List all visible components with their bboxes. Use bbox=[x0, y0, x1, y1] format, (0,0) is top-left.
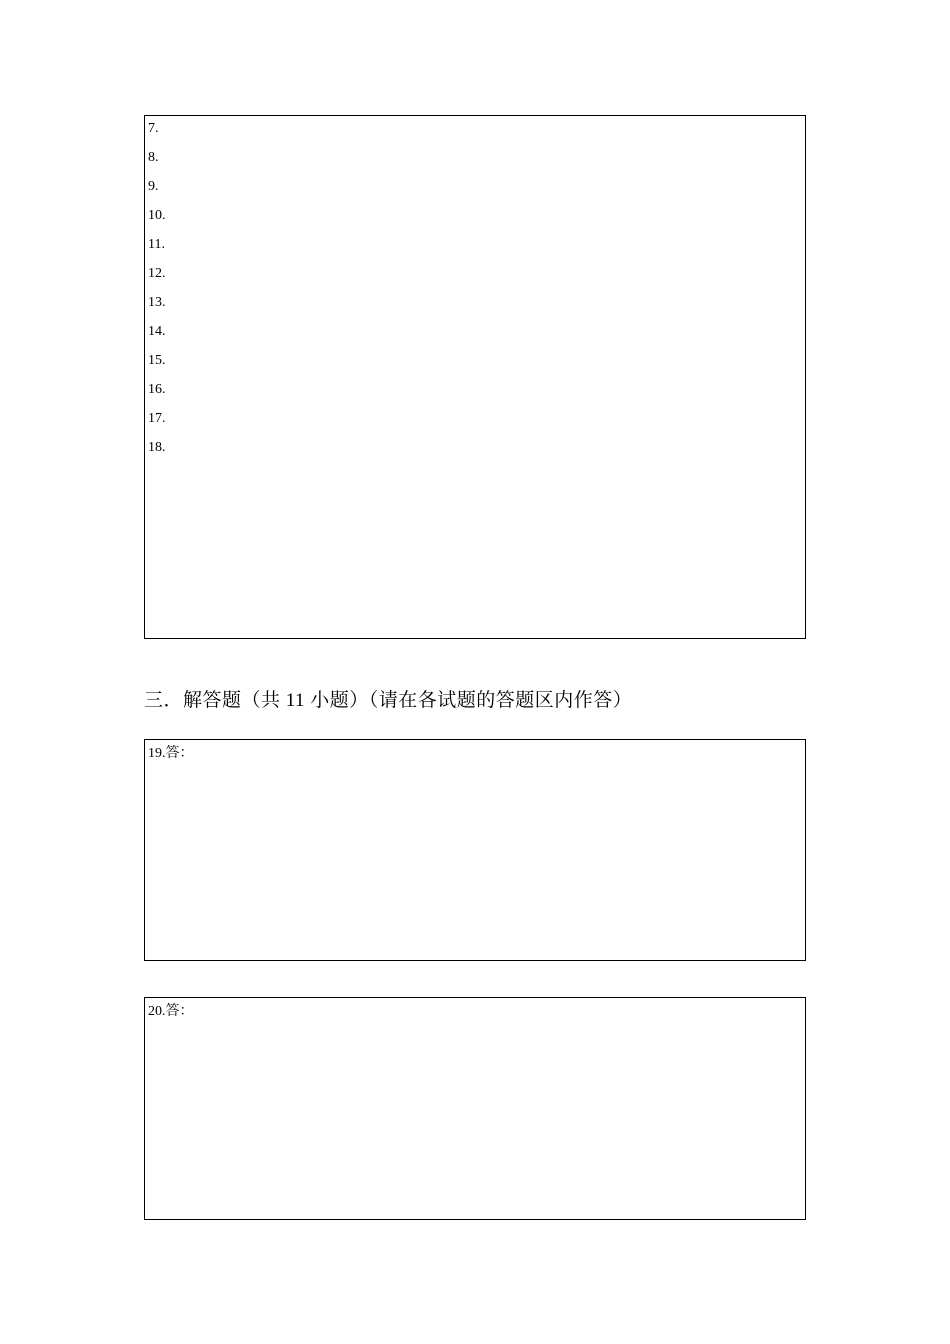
answer-label-20: 20.答： bbox=[148, 1004, 194, 1019]
fill-in-answer-box bbox=[144, 115, 806, 639]
answer-box-19 bbox=[144, 739, 806, 961]
answer-line-15: 15. bbox=[148, 353, 166, 368]
answer-line-9: 9. bbox=[148, 179, 159, 194]
answer-line-17: 17. bbox=[148, 411, 166, 426]
answer-line-14: 14. bbox=[148, 324, 166, 339]
answer-line-18: 18. bbox=[148, 440, 166, 455]
answer-line-7: 7. bbox=[148, 121, 159, 136]
section-heading: 三．解答题（共 11 小题）（请在各试题的答题区内作答） bbox=[144, 690, 633, 711]
answer-label-19: 19.答： bbox=[148, 746, 194, 761]
answer-line-12: 12. bbox=[148, 266, 166, 281]
answer-line-8: 8. bbox=[148, 150, 159, 165]
answer-line-13: 13. bbox=[148, 295, 166, 310]
answer-box-20 bbox=[144, 997, 806, 1220]
answer-line-10: 10. bbox=[148, 208, 166, 223]
answer-line-16: 16. bbox=[148, 382, 166, 397]
answer-line-11: 11. bbox=[148, 237, 165, 252]
